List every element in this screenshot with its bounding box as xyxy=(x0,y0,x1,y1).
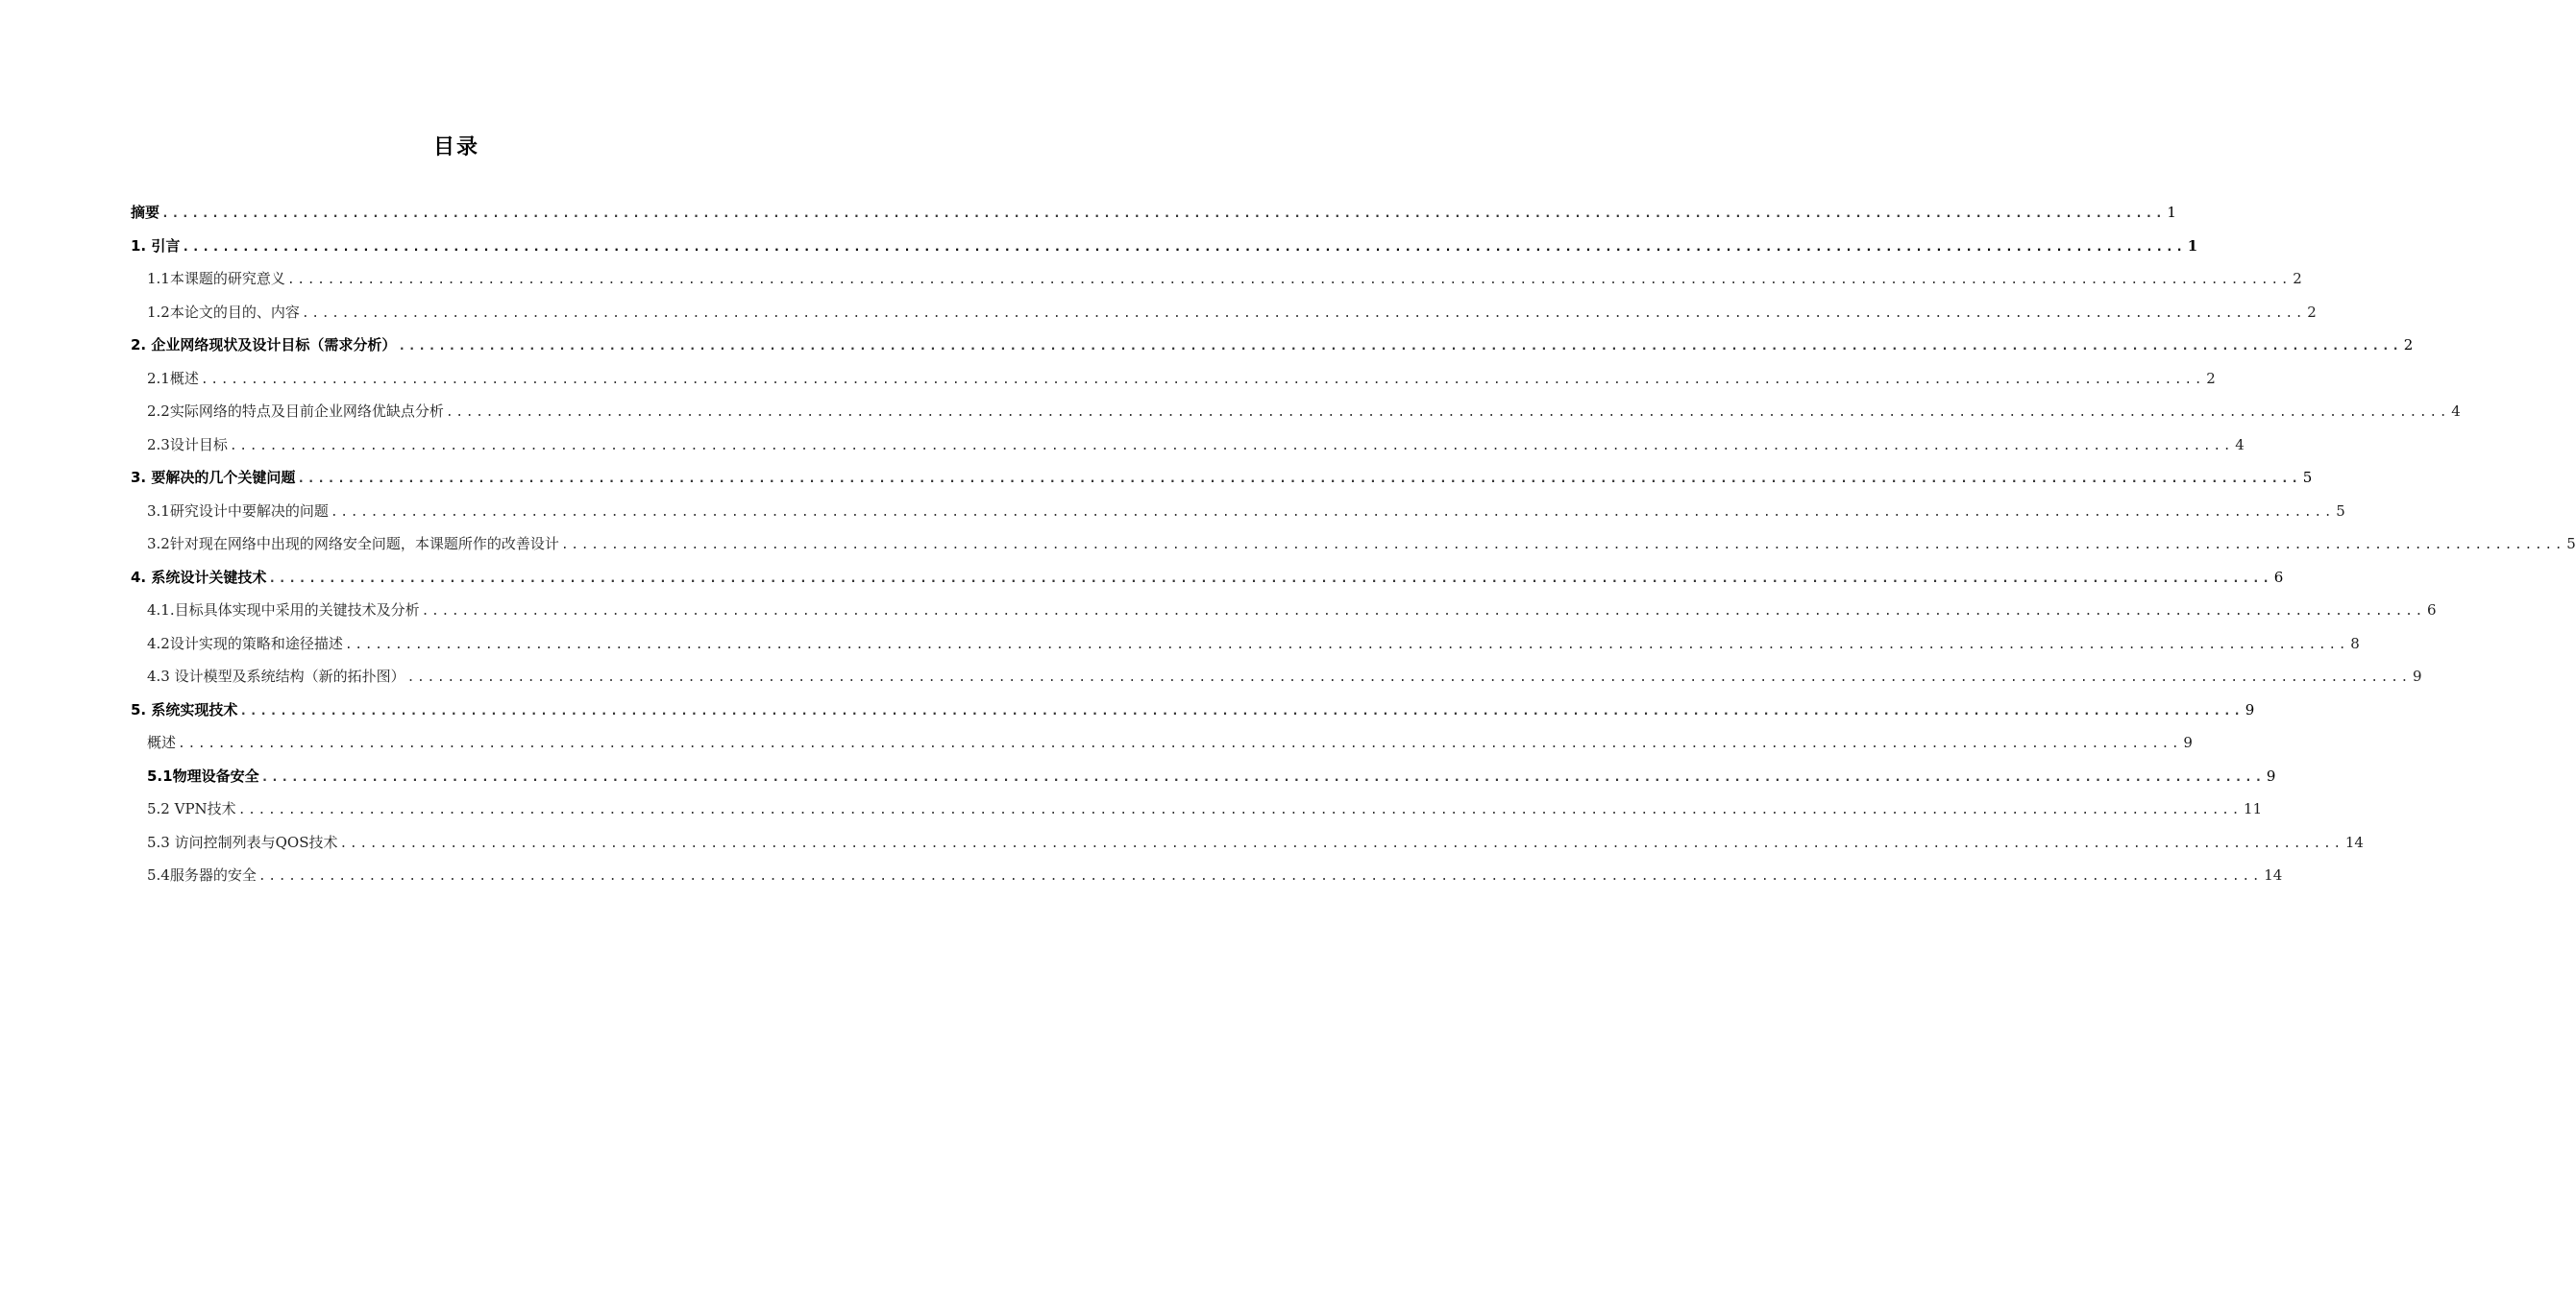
toc-entry-page-number: 9 xyxy=(2266,767,2276,785)
toc-entry-label: 3.2针对现在网络中出现的网络安全问题，本课题所作的改善设计 xyxy=(147,535,559,552)
toc-entry-page-number: 1 xyxy=(2167,204,2176,221)
toc-entry[interactable] xyxy=(131,268,2302,302)
table-of-contents xyxy=(131,202,2576,898)
toc-entry-page-number: 8 xyxy=(2350,634,2360,652)
toc-entry-label: 2.2实际网络的特点及目前企业网络优缺点分析 xyxy=(147,402,444,420)
toc-entry[interactable] xyxy=(131,235,2198,269)
toc-entry[interactable] xyxy=(131,699,2255,733)
toc-leader-dots: ........................................................................................................................................................................................................ xyxy=(339,836,2343,851)
toc-entry[interactable] xyxy=(131,401,2461,434)
toc-leader-dots: ........................................................................................................................................................................................................ xyxy=(178,737,2182,751)
toc-entry-page-number: 5 xyxy=(2302,469,2313,486)
toc-entry-label: 摘要 xyxy=(131,204,160,221)
toc-leader-dots: ........................................................................................................................................................................................................ xyxy=(398,339,2402,353)
toc-leader-dots: ........................................................................................................................................................................................................ xyxy=(344,637,2349,652)
toc-entry-label: 5.1物理设备安全 xyxy=(147,767,259,785)
toc-leader-dots: ........................................................................................................................................................................................................ xyxy=(268,571,2272,586)
toc-entry[interactable] xyxy=(131,798,2263,832)
toc-entry-page-number: 1 xyxy=(2187,236,2198,255)
toc-entry-page-number: 6 xyxy=(2273,568,2284,586)
toc-entry[interactable] xyxy=(131,766,2276,799)
toc-leader-dots: ........................................................................................................................................................................................................ xyxy=(445,405,2450,420)
toc-leader-dots: ........................................................................................................................................................................................................ xyxy=(330,504,2335,520)
toc-entry-page-number: 2 xyxy=(2293,270,2302,287)
toc-entry-label: 4.3 设计模型及系统结构（新的拓扑图） xyxy=(147,668,405,685)
toc-entry-page-number: 9 xyxy=(2245,700,2255,719)
toc-leader-dots: ........................................................................................................................................................................................................ xyxy=(560,538,2565,552)
toc-entry-page-number: 14 xyxy=(2344,833,2364,851)
toc-entry-page-number: 5 xyxy=(2566,535,2576,552)
toc-entry-page-number: 14 xyxy=(2264,866,2283,884)
toc-entry-label: 5.4服务器的安全 xyxy=(147,866,257,884)
toc-entry[interactable] xyxy=(131,533,2576,567)
toc-entry-page-number: 4 xyxy=(2451,402,2461,420)
toc-entry[interactable] xyxy=(131,599,2437,633)
toc-entry-page-number: 2 xyxy=(2403,336,2414,353)
toc-leader-dots: ........................................................................................................................................................................................................ xyxy=(239,703,2244,719)
toc-entry[interactable] xyxy=(131,500,2345,534)
toc-entry-label: 2.3设计目标 xyxy=(147,435,228,453)
toc-leader-dots: ........................................................................................................................................................................................................ xyxy=(258,869,2263,884)
toc-entry-label: 2. 企业网络现状及设计目标（需求分析） xyxy=(131,336,397,353)
toc-leader-dots: ........................................................................................................................................................................................................ xyxy=(161,207,2166,221)
toc-entry-page-number: 6 xyxy=(2426,601,2437,619)
toc-entry[interactable] xyxy=(131,732,2193,766)
page-title: 目录 xyxy=(432,135,479,159)
toc-entry-label: 4.2设计实现的策略和途径描述 xyxy=(147,634,343,652)
toc-entry[interactable] xyxy=(131,832,2364,865)
toc-entry[interactable] xyxy=(131,666,2422,699)
toc-entry-label: 3.1研究设计中要解决的问题 xyxy=(147,501,329,520)
toc-entry-label: 概述 xyxy=(147,734,177,751)
toc-entry-label: 5. 系统实现技术 xyxy=(131,700,238,719)
toc-entry-label: 4.1.目标具体实现中采用的关键技术及分析 xyxy=(147,601,420,619)
toc-leader-dots: ........................................................................................................................................................................................................ xyxy=(260,769,2265,785)
toc-entry[interactable] xyxy=(131,334,2414,368)
toc-entry-label: 3. 要解决的几个关键问题 xyxy=(131,469,296,486)
toc-entry-label: 1.2本论文的目的、内容 xyxy=(147,303,300,321)
toc-leader-dots: ........................................................................................................................................................................................................ xyxy=(301,305,2306,321)
toc-entry-page-number: 4 xyxy=(2235,435,2245,453)
toc-leader-dots: ........................................................................................................................................................................................................ xyxy=(200,372,2205,387)
toc-entry[interactable] xyxy=(131,202,2176,235)
toc-entry-label: 4. 系统设计关键技术 xyxy=(131,568,267,586)
toc-entry-label: 5.3 访问控制列表与QOS技术 xyxy=(147,833,338,851)
toc-entry-label: 1. 引言 xyxy=(131,236,181,255)
toc-leader-dots: ........................................................................................................................................................................................................ xyxy=(406,670,2411,685)
toc-entry-page-number: 11 xyxy=(2244,800,2263,817)
toc-leader-dots: ........................................................................................................................................................................................................ xyxy=(421,604,2425,619)
toc-leader-dots: ........................................................................................................................................................................................................ xyxy=(237,803,2243,817)
toc-entry-page-number: 2 xyxy=(2206,369,2216,387)
toc-leader-dots: ........................................................................................................................................................................................................ xyxy=(182,239,2186,255)
toc-entry[interactable] xyxy=(131,302,2317,335)
toc-entry[interactable] xyxy=(131,865,2283,898)
toc-leader-dots: ........................................................................................................................................................................................................ xyxy=(297,472,2301,486)
toc-entry-label: 2.1概述 xyxy=(147,369,199,387)
toc-entry-label: 5.2 VPN技术 xyxy=(147,800,236,817)
toc-entry[interactable] xyxy=(131,434,2245,468)
toc-entry-page-number: 5 xyxy=(2336,501,2345,520)
toc-entry[interactable] xyxy=(131,633,2360,667)
toc-entry-page-number: 9 xyxy=(2412,668,2422,685)
toc-entry[interactable] xyxy=(131,368,2216,402)
toc-entry-label: 1.1本课题的研究意义 xyxy=(147,270,285,287)
toc-entry-page-number: 2 xyxy=(2307,303,2317,321)
toc-leader-dots: ........................................................................................................................................................................................................ xyxy=(286,273,2292,287)
toc-leader-dots: ........................................................................................................................................................................................................ xyxy=(229,438,2234,453)
toc-entry-page-number: 9 xyxy=(2183,734,2193,751)
toc-entry[interactable] xyxy=(131,467,2313,500)
toc-entry[interactable] xyxy=(131,567,2284,600)
